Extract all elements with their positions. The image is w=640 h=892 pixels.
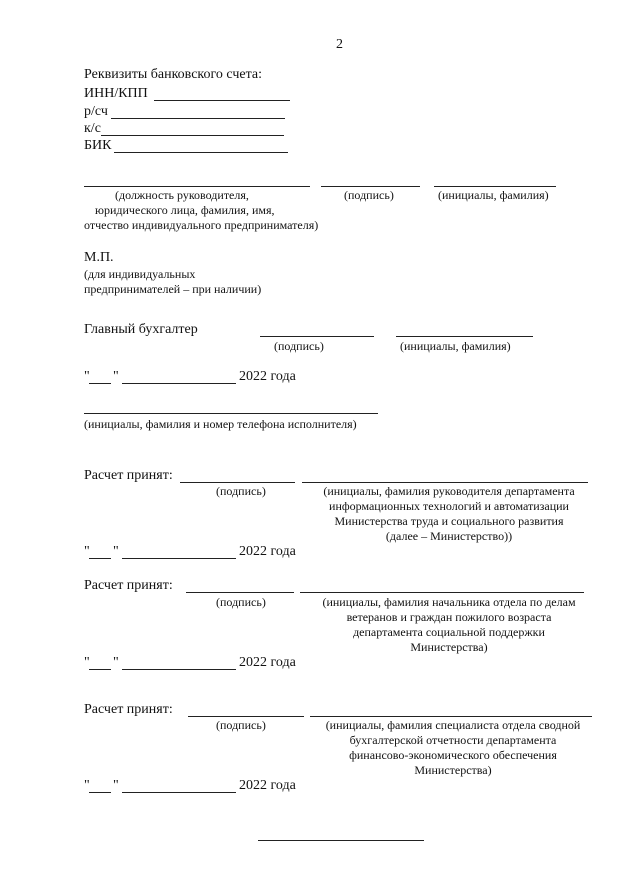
rs-label: р/сч [84,104,108,119]
date-day-line [89,669,111,670]
page-number: 2 [336,37,343,52]
date-day-line [89,558,111,559]
date-year: 2022 года [239,778,296,793]
accepted-3-initials-line [310,716,592,717]
inn-label: ИНН/КПП [84,86,148,101]
accepted-1-signature-caption: (подпись) [216,484,266,498]
accepted-2-desc-1: (инициалы, фамилия начальника отдела по делам [322,595,576,609]
accepted-2-desc-3: департамента социальной поддержки [353,625,545,639]
accepted-3-signature-caption: (подпись) [216,718,266,732]
accepted-2-label: Расчет принят: [84,578,173,593]
accepted-3-desc-1: (инициалы, фамилия специалиста отдела сводной [325,718,581,732]
accepted-3-desc-2: бухгалтерской отчетности департамента [349,733,557,747]
position-caption-2: юридического лица, фамилия, имя, [95,203,275,217]
stamp-note-1: (для индивидуальных [84,267,196,281]
position-caption-1: (должность руководителя, [115,188,249,202]
date-month-line [122,558,236,559]
accepted-2-signature-caption: (подпись) [216,595,266,609]
accepted-2-desc-4: Министерства) [410,640,488,654]
accountant-title: Главный бухгалтер [84,322,198,337]
accepted-3-label: Расчет принят: [84,702,173,717]
position-caption-3: отчество индивидуального предпринимателя) [84,218,319,232]
date-year: 2022 года [239,655,296,670]
accepted-1-desc-1: (инициалы, фамилия руководителя департамента [323,484,575,498]
date-month-line [122,669,236,670]
accountant-initials-line [396,336,533,337]
accepted-1-signature-line [180,482,295,483]
accepted-1-desc-3: Министерства труда и социального развития [334,514,564,528]
bik-label: БИК [84,138,112,153]
signature-line [321,186,420,187]
accepted-2-signature-line [186,592,294,593]
end-separator [258,840,424,841]
bank-details-title: Реквизиты банковского счета: [84,67,262,82]
accepted-1-desc-2: информационных технологий и автоматизации [329,499,569,513]
accepted-1-desc-4: (далее – Министерство)) [385,529,513,543]
ks-label: к/с [84,121,101,136]
executor-caption: (инициалы, фамилия и номер телефона исполнителя) [84,417,357,431]
date-day-line [89,383,111,384]
signature-caption: (подпись) [344,188,394,202]
accepted-2-initials-line [300,592,584,593]
position-line [84,186,310,187]
date-quote-open: " [84,544,90,559]
stamp-label: М.П. [84,250,114,265]
date-quote-close: " [113,778,119,793]
accepted-3-signature-line [188,716,304,717]
accountant-signature-caption: (подпись) [274,339,324,353]
date-year: 2022 года [239,369,296,384]
date-quote-open: " [84,655,90,670]
date-quote-close: " [113,655,119,670]
date-quote-open: " [84,778,90,793]
accepted-1-initials-line [302,482,588,483]
accountant-initials-caption: (инициалы, фамилия) [400,339,511,353]
date-day-line [89,792,111,793]
accepted-1-label: Расчет принят: [84,468,173,483]
accepted-3-desc-4: Министерства) [414,763,492,777]
initials-caption: (инициалы, фамилия) [438,188,549,202]
inn-line [154,100,290,101]
date-month-line [122,383,236,384]
date-month-line [122,792,236,793]
date-year: 2022 года [239,544,296,559]
executor-line [84,413,378,414]
stamp-note-2: предпринимателей – при наличии) [84,282,262,296]
ks-line [101,135,284,136]
initials-line [434,186,556,187]
bik-line [114,152,288,153]
accepted-3-desc-3: финансово-экономического обеспечения [349,748,557,762]
date-quote-close: " [113,544,119,559]
date-quote-close: " [113,369,119,384]
rs-line [111,118,285,119]
accepted-2-desc-2: ветеранов и граждан пожилого возраста [346,610,552,624]
date-quote-open: " [84,369,90,384]
accountant-signature-line [260,336,374,337]
